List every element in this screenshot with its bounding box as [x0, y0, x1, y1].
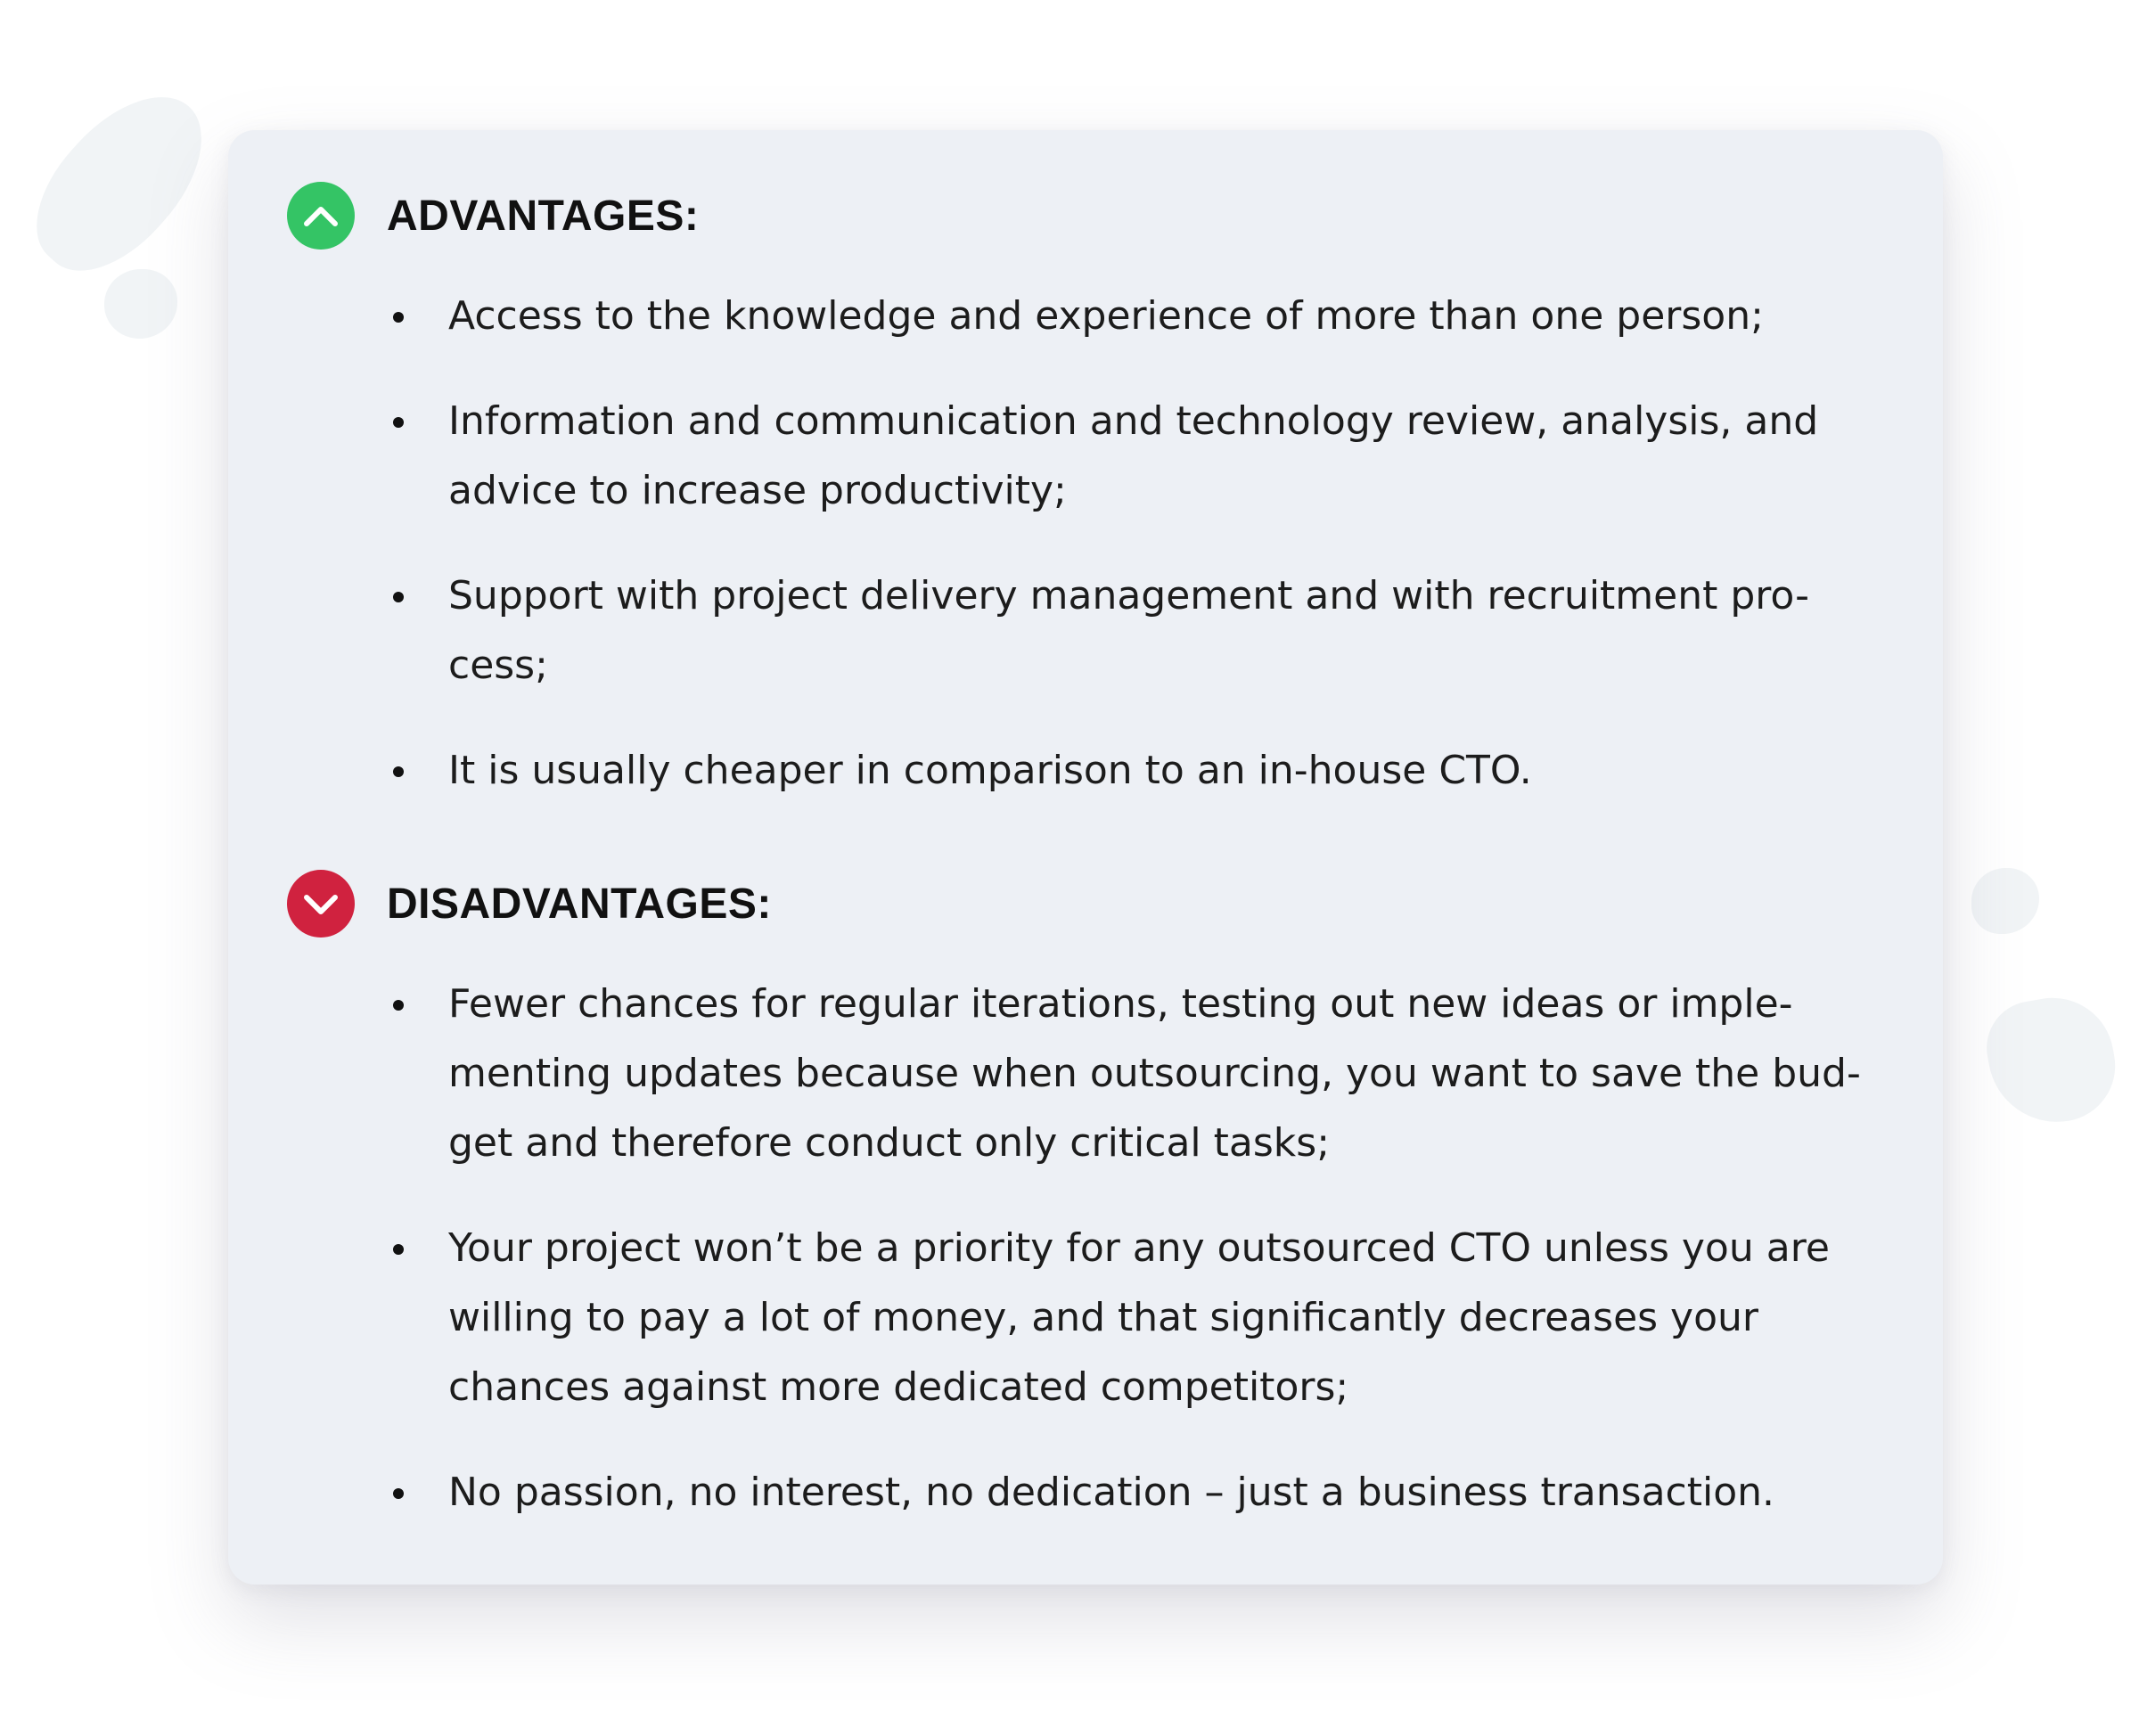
list-item: Your project won’t be a priority for any outsourced CTO unless you are willing to pay a lot of money, and that significantly decreases your chances against more dedicated competitors;: [384, 1214, 1881, 1422]
decorative-blob: [1979, 988, 2124, 1133]
list-item: Support with project delivery management and with recruitment pro-cess;: [384, 561, 1881, 700]
advantages-list: [384, 282, 1881, 841]
list-item: No passion, no interest, no dedication – just a business transaction.: [384, 1458, 1881, 1527]
advantages-header: [287, 182, 699, 250]
chevron-down-icon: [287, 870, 355, 938]
disadvantages-header: [287, 870, 772, 938]
decorative-blob: [9, 68, 233, 298]
disadvantages-title: DISADVANTAGES:: [387, 880, 772, 928]
advantages-title: ADVANTAGES:: [387, 192, 700, 240]
pros-cons-card: [228, 130, 1943, 1585]
decorative-blob: [104, 269, 177, 339]
list-item: It is usually cheaper in comparison to an in-house CTO.: [384, 736, 1881, 806]
list-item: Fewer chances for regular iterations, testing out new ideas or imple-menting updates because when outsourcing, you want to save the bud-get and therefore conduct only critical tasks;: [384, 970, 1881, 1178]
decorative-blob: [1971, 868, 2039, 934]
chevron-up-icon: [287, 182, 355, 250]
list-item: Access to the knowledge and experience of more than one person;: [384, 282, 1881, 351]
list-item: Information and communication and technology review, analysis, and advice to increase productivity;: [384, 387, 1881, 526]
disadvantages-list: [384, 970, 1881, 1563]
